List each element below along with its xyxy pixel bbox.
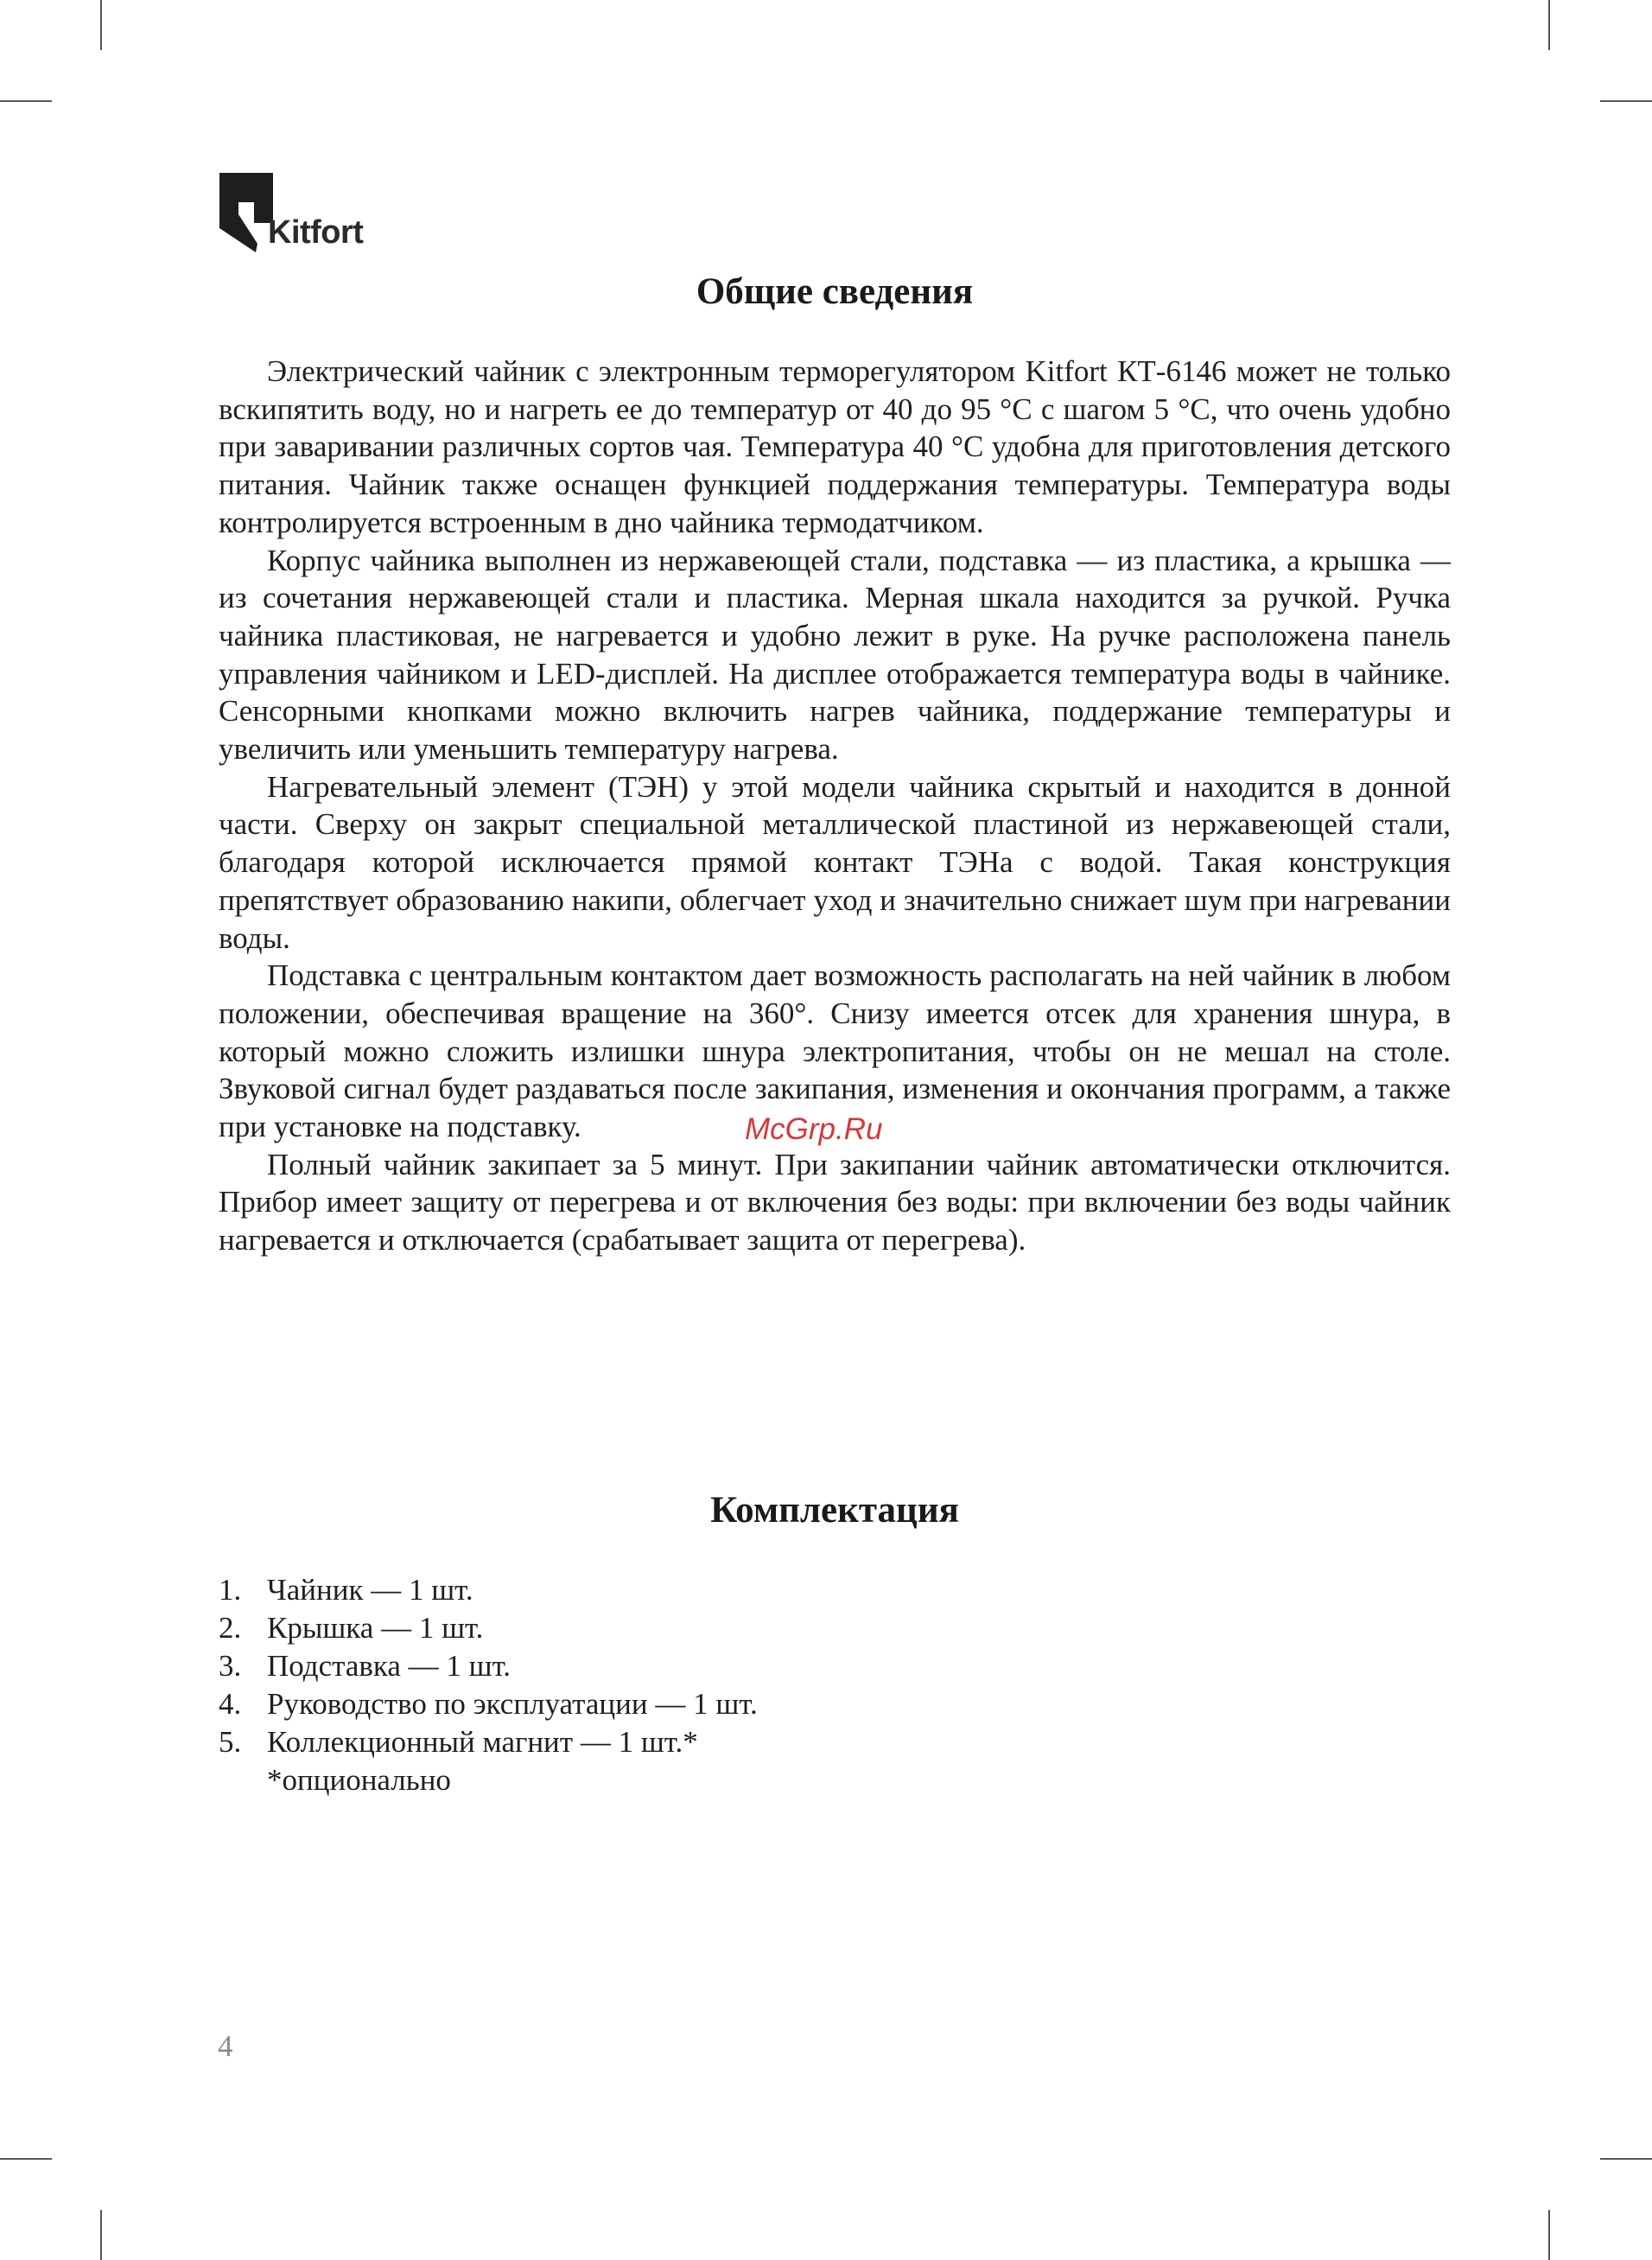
logo-brand-text: Kitfort [268,214,364,251]
list-item-number: 4. [219,1687,242,1721]
list-item [219,1685,1451,1723]
list-item-number: 1. [219,1573,242,1607]
footnote-text: *опционально [267,1763,451,1797]
crop-mark-top-right [1548,0,1550,50]
watermark: McGrp.Ru [745,1112,883,1146]
list-item [219,1571,1451,1609]
footnote [219,1761,1451,1799]
crop-mark-right-bottom [1600,2158,1652,2160]
page-number: 4 [218,2029,233,2063]
list-item [219,1609,1451,1647]
list-item [219,1723,1451,1761]
list-item-text: Руководство по эксплуатации — 1 шт. [267,1687,758,1721]
list-item-text: Подставка — 1 шт. [267,1649,511,1683]
crop-mark-right-top [1600,100,1652,102]
list-item-number: 2. [219,1611,242,1645]
crop-mark-left-top [0,100,52,102]
paragraph: Полный чайник закипает за 5 минут. При закипании чайник автоматически отключится. Прибор имеет защиту от перегрева и от включения без воды: при включении без воды чайник нагревается и отключается (срабатывает защита от перегрева). [219,1147,1451,1257]
crop-mark-top-left [100,0,102,50]
section-title-general: Общие сведения [696,271,974,312]
list-item-text: Чайник — 1 шт. [267,1573,473,1607]
paragraph: Корпус чайника выполнен из нержавеющей стали, подставка — из пластика, а крышка — из сочетания нержавеющей стали и пластика. Мерная шкала находится за ручкой. Ручка чайника пластиковая, не нагревается и удобно лежит в руке. На ручке расположена панель управления чайником и LED-дисплей. На дисплее отображается температура воды в чайнике. Сенсорными кнопками можно включить нагрев чайника, поддержание температуры и увеличить или уменьшить температуру нагрева. [219,543,1451,767]
list-item [219,1647,1451,1685]
section-title-kit: Комплектация [710,1490,959,1531]
paragraph: Электрический чайник с электронным терморегулятором Kitfort КТ-6146 может не только вскипятить воду, но и нагреть ее до температур от 40 до 95 °C с шагом 5 °C, что очень удобно при заваривании различных сортов чая. Температура 40 °C удобна для приготовления детского питания. Чайник также оснащен функцией поддержания температуры. Температура воды контролируется встроенным в дно чайника термодатчиком. [219,354,1451,539]
paragraph: Нагревательный элемент (ТЭН) у этой модели чайника скрытый и находится в донной части. Сверху он закрыт специальной металлической пластиной из нержавеющей стали, благодаря которой исключается прямой контакт ТЭНа с водой. Такая конструкция препятствует образованию накипи, облегчает уход и значительно снижает шум при нагревании воды. [219,769,1451,955]
paragraph: Подставка с центральным контактом дает возможность располагать на ней чайник в любом положении, обеспечивая вращение на 360°. Снизу имеется отсек для хранения шнура, в который можно сложить излишки шнура электропитания, чтобы он не мешал на столе. Звуковой сигнал будет раздаваться после закипания, изменения и окончания программ, а также при установке на подставку. [219,958,1451,1144]
list-item-number: 3. [219,1649,242,1683]
list-item-number: 5. [219,1725,242,1759]
list-item-text: Коллекционный магнит — 1 шт.* [267,1725,698,1759]
kitfort-logo [218,173,399,255]
list-item-text: Крышка — 1 шт. [267,1611,484,1645]
crop-mark-bottom-left [100,2210,102,2260]
kit-list [219,1571,1451,1799]
crop-mark-left-bottom [0,2158,52,2160]
crop-mark-bottom-right [1548,2210,1550,2260]
